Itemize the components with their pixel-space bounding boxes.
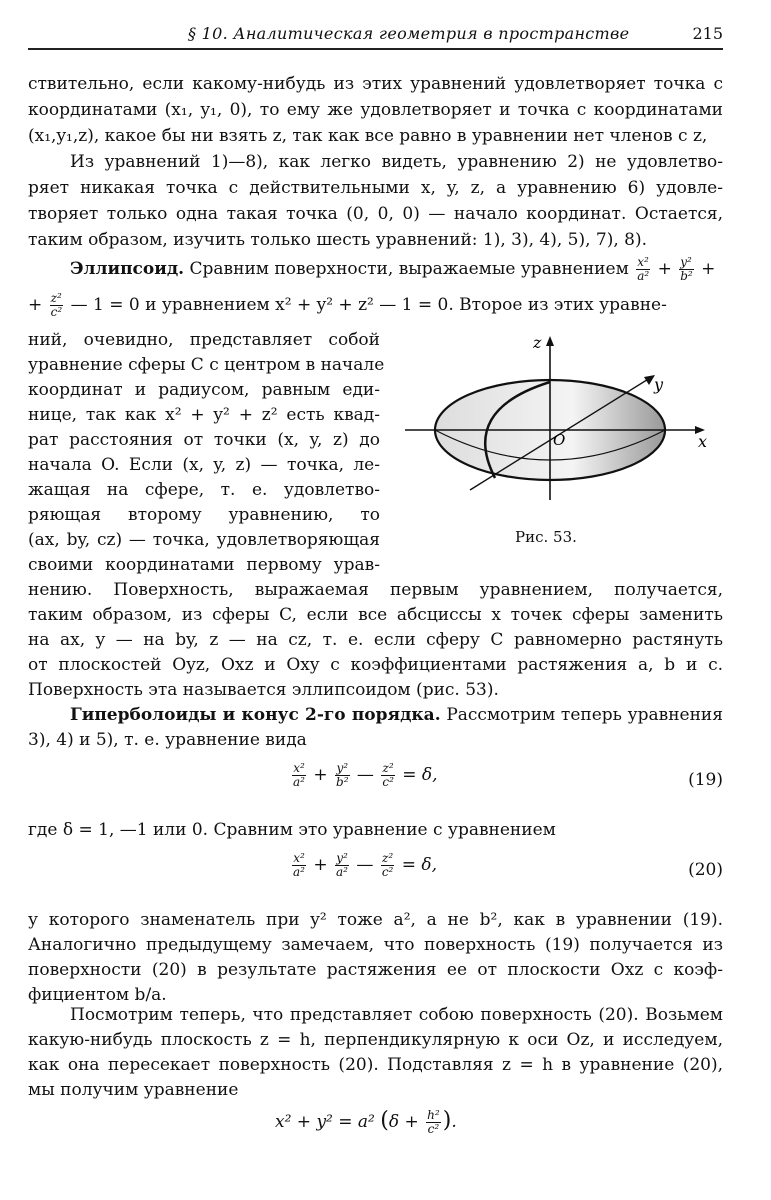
text-span: Рассмотрим теперь уравнения: [446, 705, 723, 725]
numerator: z²: [50, 291, 62, 305]
fraction: [679, 256, 694, 283]
numerator: h²: [427, 1108, 440, 1122]
numerator: x²: [637, 255, 649, 269]
text-line: творяет только одна такая точка (0, 0, 0) — начало координат. Остается,: [28, 204, 723, 224]
denominator: a²: [293, 865, 305, 879]
axis-label-x: x: [698, 432, 708, 451]
numerator: y²: [680, 255, 692, 269]
numerator: z²: [382, 761, 394, 775]
text-line: Посмотрим теперь, что представляет собою поверхность (20). Возьмем: [70, 1005, 723, 1025]
formula-lhs: x² + y² = a²: [275, 1112, 375, 1132]
text-line: жащая на сфере, т. е. удовлетво-: [28, 480, 380, 500]
text-line: координатами (x₁, y₁, 0), то ему же удовлетворяет и точка с координатами: [28, 100, 723, 120]
axis-label-z: z: [533, 333, 542, 352]
text-line: мы получим уравнение: [28, 1080, 239, 1100]
text-line: нице, так как x² + y² + z² есть квад-: [28, 405, 380, 425]
denominator: a²: [293, 775, 305, 789]
text-line: таким образом, из сферы C, если все абсциссы x точек сферы заменить: [28, 605, 723, 625]
text-span: Сравним поверхности, выражаемые уравнением: [189, 259, 629, 279]
text-line: на ax, y — на by, z — на cz, т. е. если сферу C равномерно растянуть: [28, 630, 723, 650]
text-line: от плоскостей Oyz, Oxz и Oxy с коэффициентами растяжения a, b и c.: [28, 655, 723, 675]
denominator: a²: [637, 269, 650, 283]
fraction: [335, 852, 349, 879]
text-line: таким образом, изучить только шесть уравнений: 1), 3), 4), 5), 7), 8).: [28, 230, 648, 250]
formula-20: $\frac{\text{x²}}{\text{a²}}$ + $\frac{\text{y²}}{\text{a²}}$ — $\frac{\text{z²}}{\text{c²}}$ = δ,: [293, 851, 438, 879]
paragraph-ellipsoid: Эллипсоид. Сравним поверхности, выражаемые уравнением $\frac{\text{x²}}{\text{a²}}$ + $\frac{\text{y²}}{\text{b²}}$ +: [70, 255, 716, 283]
text-line: (ax, by, cz) — точка, удовлетворяющая: [28, 530, 380, 550]
fraction: [636, 256, 650, 283]
text-line: (x₁,y₁,z), какое бы ни взять z, так как все равно в уравнении нет членов с z,: [28, 126, 708, 146]
heading-hyperboloids: Гиперболоиды и конус 2-го порядка.: [70, 705, 441, 725]
text-line: ряет никакая точка с действительными x, y, z, а уравнению 6) удовле-: [28, 178, 723, 198]
denominator: c²: [382, 775, 394, 789]
text-line: рат расстояния от точки (x, y, z) до: [28, 430, 380, 450]
text-line: Аналогично предыдущему замечаем, что поверхность (19) получается из: [28, 935, 723, 955]
heading-ellipsoid: Эллипсоид.: [70, 259, 185, 279]
text-line: своими координатами первому урав-: [28, 555, 380, 575]
numerator: x²: [293, 761, 305, 775]
fraction: [335, 762, 350, 789]
origin-label: O: [553, 431, 566, 449]
text-line: ний, очевидно, представляет собой: [28, 330, 380, 350]
text-line: координат и радиусом, равным еди-: [28, 380, 380, 400]
running-header: [28, 22, 723, 48]
section-title: § 10. Аналитическая геометрия в пространстве: [188, 24, 630, 43]
equation-number-20: (20): [688, 860, 723, 880]
ellipsoid-figure: [400, 330, 720, 560]
text-span: — 1 = 0 и уравнением x² + y² + z² — 1 = 0. Второе из этих уравне-: [70, 295, 667, 315]
header-rule: [28, 48, 723, 50]
numerator: y²: [336, 851, 348, 865]
text-line: 3), 4) и 5), т. е. уравнение вида: [28, 730, 307, 750]
axis-label-y: y: [654, 375, 664, 394]
denominator: a²: [336, 865, 348, 879]
numerator: z²: [382, 851, 394, 865]
text-line: + $\frac{\text{z²}}{\text{c²}}$ — 1 = 0 и уравнением x² + y² + z² — 1 = 0. Второе из этих уравне-: [28, 291, 667, 319]
denominator: b²: [336, 775, 349, 789]
text-line: ряющая второму уравнению, то: [28, 505, 380, 525]
fraction: [292, 852, 306, 879]
paren-close: ): [442, 1108, 452, 1133]
denominator: b²: [680, 269, 693, 283]
fraction: [381, 762, 395, 789]
text-line: как она пересекает поверхность (20). Подставляя z = h в уравнение (20),: [28, 1055, 723, 1075]
denominator: c²: [50, 305, 63, 319]
text-line: Из уравнений 1)—8), как легко видеть, уравнению 2) не удовлетво-: [70, 152, 723, 172]
text-line: у которого знаменатель при y² тоже a², а не b², как в уравнении (19).: [28, 910, 723, 930]
fraction: [381, 852, 395, 879]
formula-21: x² + y² = a² (δ + $\frac{\text{h²}}{\text{c²}}$ ).: [275, 1108, 457, 1136]
numerator: y²: [336, 761, 349, 775]
paren-open: (: [380, 1108, 389, 1133]
text-line: фициентом b/a.: [28, 985, 167, 1005]
text-line: поверхности (20) в результате растяжения ее от плоскости Oxz с коэф-: [28, 960, 723, 980]
figure-caption: Рис. 53.: [515, 528, 577, 546]
text-line: уравнение сферы C с центром в начале: [28, 355, 385, 375]
fraction: [426, 1109, 441, 1136]
z-axis-arrow: [546, 336, 554, 346]
fraction: [50, 292, 64, 319]
denominator: c²: [381, 865, 394, 879]
denominator: c²: [427, 1122, 440, 1136]
formula-rhs: = δ,: [401, 855, 438, 875]
paragraph-hyperboloids: [70, 703, 723, 727]
text-line: где δ = 1, —1 или 0. Сравним это уравнение с уравнением: [28, 820, 556, 840]
equation-number-19: (19): [688, 770, 723, 790]
formula-19: $\frac{\text{x²}}{\text{a²}}$ + $\frac{\text{y²}}{\text{b²}}$ — $\frac{\text{z²}}{\text{c²}}$ = δ,: [293, 761, 438, 789]
text-line: начала O. Если (x, y, z) — точка, ле-: [28, 455, 380, 475]
text-line: какую-нибудь плоскость z = h, перпендикулярную к оси Oz, и исследуем,: [28, 1030, 723, 1050]
text-line: Поверхность эта называется эллипсоидом (рис. 53).: [28, 680, 499, 700]
fraction: [292, 762, 306, 789]
numerator: x²: [293, 851, 305, 865]
text-line: ствительно, если какому-нибудь из этих уравнений удовлетворяет точка с: [28, 74, 723, 94]
formula-rhs: = δ,: [402, 765, 438, 785]
text-line: нению. Поверхность, выражаемая первым уравнением, получается,: [28, 580, 723, 600]
page-number: 215: [692, 24, 723, 43]
